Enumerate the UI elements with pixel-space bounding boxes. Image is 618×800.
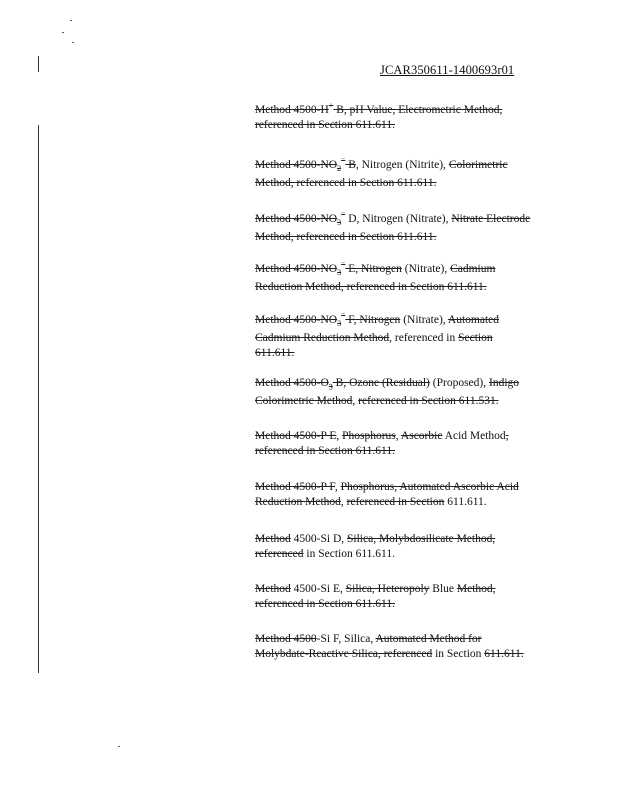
struck-text: Reduction Method — [255, 496, 341, 508]
scan-speck — [62, 32, 64, 33]
struck-text: 611.611. — [255, 347, 295, 360]
left-margin-mark — [38, 56, 39, 72]
entry-line — [255, 176, 545, 191]
entry-line — [255, 394, 545, 409]
struck-text: Method 4500-NO — [255, 313, 338, 326]
method-entry — [255, 98, 545, 133]
struck-text: Colorimetric — [448, 158, 508, 171]
entry-line — [255, 444, 545, 459]
entry-line — [255, 480, 545, 495]
entry-line — [255, 98, 545, 118]
struck-text: in Section 611.611. — [345, 177, 437, 190]
scan-speck — [72, 42, 74, 43]
method-entry — [255, 429, 545, 459]
method-entry — [255, 308, 545, 361]
entry-line — [255, 153, 545, 176]
entry-line — [255, 429, 545, 444]
entry-line — [255, 647, 545, 662]
retained-text: , — [395, 430, 401, 442]
struck-text: referenced in Section — [346, 496, 445, 508]
struck-text: ⁻ — [341, 311, 346, 320]
struck-text: ⁻ — [341, 210, 346, 219]
struck-text: , — [505, 430, 509, 442]
struck-text: Method, — [456, 583, 496, 595]
retained-text: 611.611. — [444, 496, 487, 508]
struck-text: B — [345, 158, 356, 171]
struck-text: Cadmium Reduction Method — [255, 332, 390, 345]
retained-text: Blue — [429, 583, 457, 595]
entry-line — [255, 632, 545, 647]
retained-text: (Proposed), — [429, 377, 489, 389]
struck-text: 611.611. — [484, 648, 524, 660]
struck-text: Section — [458, 332, 493, 345]
method-entry — [255, 207, 545, 245]
entry-line — [255, 257, 545, 280]
method-entry — [255, 480, 545, 510]
struck-text: referenced in Section 611.611. — [255, 118, 395, 131]
retained-text: in Section — [432, 648, 485, 660]
struck-text: referenced in Section 611.611. — [255, 445, 395, 457]
struck-text: Method 4500-O — [255, 377, 329, 389]
struck-text: 3 — [328, 382, 333, 392]
retained-text: 4500-Si D, — [290, 533, 348, 545]
retained-text: -Si F, Silica, — [316, 633, 376, 645]
struck-text: ⁻ — [341, 260, 346, 269]
retained-text: , referenced in — [389, 332, 459, 345]
struck-text: referenced in Section 611.531. — [358, 395, 499, 408]
retained-text: in Section 611.611. — [303, 548, 395, 560]
struck-text: Automated Method for — [375, 633, 482, 645]
struck-text: 3 — [337, 268, 342, 278]
scan-speck — [70, 20, 72, 21]
retained-text: , — [352, 395, 359, 408]
entry-line — [255, 308, 545, 331]
retained-text: D, Nitrogen (Nitrate), — [345, 212, 452, 225]
struck-text: referenced — [255, 548, 304, 560]
struck-text: Silica, Heteropoly — [345, 583, 430, 595]
struck-text: F, Nitrogen — [345, 313, 401, 326]
entry-line — [255, 230, 545, 245]
method-entry — [255, 632, 545, 662]
struck-text: Molybdate-Reactive Silica, referenced — [255, 648, 433, 660]
entry-line — [255, 582, 545, 597]
struck-text: 2 — [337, 164, 342, 174]
struck-text: Automated — [447, 313, 499, 326]
method-entry — [255, 153, 545, 191]
struck-text: 3 — [337, 218, 342, 228]
struck-text: Indigo — [488, 377, 520, 389]
struck-text: ⁻ — [341, 156, 346, 165]
method-entry — [255, 376, 545, 409]
retained-text: , — [336, 430, 343, 442]
struck-text: Method — [255, 583, 291, 595]
entry-line — [255, 331, 545, 346]
struck-text: B, — [332, 377, 350, 389]
retained-text: , — [340, 496, 347, 508]
struck-text: Phosphorus, Automated Ascorbic Acid — [340, 481, 519, 493]
struck-text: Method — [255, 533, 291, 545]
struck-text: Method 4500-P E — [255, 430, 337, 442]
struck-text: Silica, Molybdosilicate Method, — [347, 533, 496, 545]
struck-text: Reduction Method, referenced in Section 611.611. — [255, 281, 487, 294]
struck-text: 3 — [337, 319, 342, 329]
document-id: JCAR350611-1400693r01 — [380, 63, 515, 77]
entry-line — [255, 547, 545, 562]
struck-text: Method, referenced in Section 611.611. — [255, 231, 437, 244]
struck-text: B, pH Value, Electrometric Method, — [333, 103, 503, 116]
entry-line — [255, 207, 545, 230]
struck-text: Method 4500-H — [255, 103, 329, 116]
retained-text: 4500-Si E, — [290, 583, 346, 595]
entry-line — [255, 376, 545, 394]
entry-line — [255, 280, 545, 295]
struck-text: referenced in Section 611.611. — [255, 598, 395, 610]
scan-speck — [118, 746, 120, 747]
struck-text: + — [328, 101, 334, 110]
retained-text: (Nitrate), — [401, 262, 451, 275]
entry-line — [255, 532, 545, 547]
struck-text: Nitrate Electrode — [451, 212, 531, 225]
method-entry — [255, 257, 545, 295]
struck-text: Ascorbic — [400, 430, 443, 442]
struck-text: Cadmium — [450, 262, 496, 275]
struck-text: Colorimetric Method — [255, 395, 353, 408]
retained-text: Acid Method — [442, 430, 506, 442]
retained-text: (Nitrate), — [400, 313, 448, 326]
method-entry — [255, 582, 545, 612]
entry-line — [255, 118, 545, 133]
struck-text: Method 4500-NO — [255, 158, 338, 171]
struck-text: Method 4500-NO — [255, 212, 338, 225]
entry-line — [255, 346, 545, 361]
struck-text: Method 4500-NO — [255, 262, 338, 275]
struck-text: Method 4500 — [255, 633, 317, 645]
entry-line — [255, 495, 545, 510]
retained-text: , Nitrogen (Nitrite), — [355, 158, 449, 171]
struck-text: E, Nitrogen — [345, 262, 402, 275]
left-margin-rule — [38, 125, 39, 673]
struck-text: Ozone (Residual) — [349, 377, 430, 389]
struck-text: Phosphorus — [342, 430, 396, 442]
struck-text: Method, referenced — [255, 177, 346, 190]
entry-line — [255, 597, 545, 612]
method-entry — [255, 532, 545, 562]
retained-text: , — [334, 481, 341, 493]
struck-text: Method 4500-P F — [255, 481, 335, 493]
